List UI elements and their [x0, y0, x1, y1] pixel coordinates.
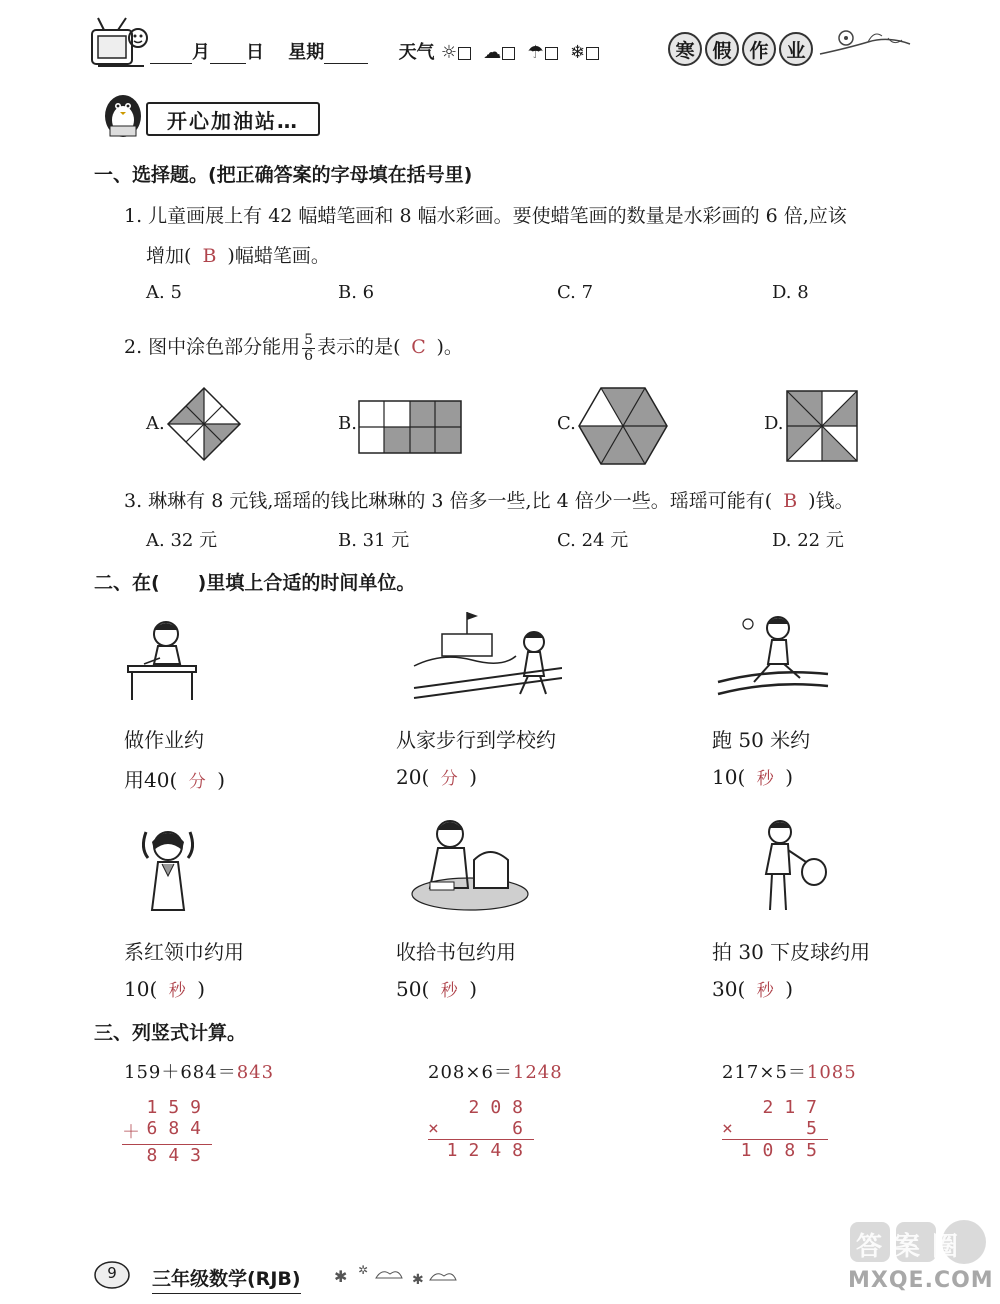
vertical-second: 684 [146, 1118, 212, 1139]
flower-vine-icon [818, 20, 912, 64]
time-unit-answer[interactable]: 秒 [756, 769, 774, 789]
q1-line1: 1. 儿童画展上有 42 幅蜡笔画和 8 幅水彩画。要使蜡笔画的数量是水彩画的 6 倍,应该 [124, 205, 847, 227]
boy-homework-illustration [124, 612, 204, 702]
rain-icon: ☂ [527, 42, 544, 63]
vertical-top: 159 [146, 1097, 212, 1118]
time-answer-line: 用40( 分 ) [124, 768, 226, 792]
vertical-operator: ＋ [122, 1122, 140, 1143]
date-line [150, 38, 599, 64]
cloud-icon: ☁ [483, 42, 502, 63]
vertical-top: 208 [468, 1097, 534, 1118]
q2-shape-square[interactable] [786, 390, 858, 462]
q3-option-b: B. 31 元 [338, 530, 410, 551]
q2-line: 2. 图中涂色部分能用 $\frac{5}{6}$ 表示的是( C )。 [124, 331, 463, 364]
boy-packing-bag-illustration [408, 808, 532, 914]
svg-text:✱: ✱ [412, 1272, 424, 1288]
footer-title: 三年级数学(RJB) [152, 1264, 301, 1294]
section2-title: 二、在( )里填上合适的时间单位。 [94, 572, 416, 594]
fraction: $\frac{5}{6}$ [304, 331, 314, 364]
time-answer-line: 10( 秒 ) [712, 765, 794, 789]
badge-char: 寒 [668, 32, 702, 66]
calc-result[interactable]: 1248 [512, 1062, 563, 1083]
q3-option-d: D. 22 元 [772, 530, 844, 551]
svg-text:✲: ✲ [358, 1263, 369, 1277]
badge-char: 业 [779, 32, 813, 66]
q2-option-c-label: C. [557, 413, 576, 434]
badge-char: 假 [705, 32, 739, 66]
boy-running-illustration [716, 606, 830, 702]
activity-label: 做作业约 [124, 728, 204, 752]
watermark-text: MXQE.COM [848, 1268, 994, 1293]
section1-title: 一、选择题。(把正确答案的字母填在括号里) [94, 164, 473, 186]
vertical-second: 5 [806, 1118, 828, 1139]
calc-expression: 159＋684＝843 [124, 1062, 275, 1083]
activity-label: 从家步行到学校约 [396, 728, 556, 752]
activity-label: 跑 50 米约 [712, 728, 811, 752]
watermark-logo-text: 答案圈 [856, 1232, 971, 1262]
q1-option-a: A. 5 [146, 282, 182, 303]
vertical-top: 217 [762, 1097, 828, 1118]
month-label: 月 [192, 42, 210, 63]
q3-option-c: C. 24 元 [557, 530, 629, 551]
snow-icon: ❄ [569, 42, 586, 63]
q1-answer[interactable]: B [202, 245, 217, 267]
time-unit-answer[interactable]: 秒 [168, 981, 186, 1001]
vertical-calc [122, 1097, 212, 1166]
time-unit-answer[interactable]: 分 [440, 769, 458, 789]
vertical-calc [722, 1097, 828, 1161]
section3-title: 三、列竖式计算。 [94, 1022, 247, 1044]
q2-option-a-label: A. [146, 413, 165, 434]
time-answer-line: 20( 分 ) [396, 765, 478, 789]
weather-checkbox[interactable] [586, 47, 599, 60]
q2-shape-hexagon[interactable] [578, 387, 668, 465]
time-answer-line: 50( 秒 ) [396, 977, 478, 1001]
vertical-answer[interactable]: 1248 [446, 1140, 534, 1161]
q2-shape-grid[interactable] [358, 400, 462, 454]
vertical-calc [428, 1097, 534, 1161]
q1-line2: 增加( B )幅蜡笔画。 [146, 245, 330, 267]
sun-icon: ☼ [440, 42, 457, 63]
weather-checkbox[interactable] [502, 47, 515, 60]
vertical-operator: × [722, 1118, 733, 1139]
snowflake-decoration-icon [332, 1260, 462, 1292]
time-unit-answer[interactable]: 秒 [440, 981, 458, 1001]
vertical-second: 6 [512, 1118, 534, 1139]
q2-option-b-label: B. [338, 413, 357, 434]
q2-answer[interactable]: C [411, 336, 426, 358]
girl-red-scarf-illustration [126, 818, 210, 914]
q2-option-d-label: D. [764, 413, 784, 434]
weather-label: 天气 [398, 42, 435, 63]
penguin-mascot-icon [98, 84, 148, 140]
q3-option-a: A. 32 元 [146, 530, 218, 551]
calc-expression: 217×5＝1085 [722, 1062, 857, 1083]
vertical-answer[interactable]: 1085 [740, 1140, 828, 1161]
badge-char: 作 [742, 32, 776, 66]
vertical-operator: × [428, 1118, 439, 1139]
activity-label: 拍 30 下皮球约用 [712, 940, 871, 964]
vertical-answer[interactable]: 843 [146, 1145, 212, 1166]
winter-homework-badge [668, 32, 816, 66]
q2-shape-diamond[interactable] [166, 386, 242, 462]
weather-checkbox[interactable] [545, 47, 558, 60]
banner-title: 开心加油站… [146, 102, 320, 136]
day-label: 日 [246, 42, 264, 63]
q1-option-c: C. 7 [557, 282, 594, 303]
weekday-label: 星期 [288, 42, 325, 63]
time-answer-line: 10( 秒 ) [124, 977, 206, 1001]
time-unit-answer[interactable]: 分 [188, 772, 206, 792]
q1-option-d: D. 8 [772, 282, 809, 303]
q1-option-b: B. 6 [338, 282, 375, 303]
boy-walking-school-illustration [412, 606, 562, 702]
weather-checkbox[interactable] [458, 47, 471, 60]
calc-result[interactable]: 843 [236, 1062, 275, 1083]
page-number: 9 [107, 1264, 117, 1282]
calc-result[interactable]: 1085 [806, 1062, 857, 1083]
tv-mascot-icon [88, 14, 150, 72]
svg-text:✱: ✱ [334, 1267, 348, 1286]
q3-line: 3. 琳琳有 8 元钱,瑶瑶的钱比琳琳的 3 倍多一些,比 4 倍少一些。瑶瑶可能有( B )钱。 [124, 490, 854, 512]
q3-answer[interactable]: B [783, 490, 798, 512]
time-unit-answer[interactable]: 秒 [756, 981, 774, 1001]
time-answer-line: 30( 秒 ) [712, 977, 794, 1001]
calc-expression: 208×6＝1248 [428, 1062, 563, 1083]
activity-label: 收拾书包约用 [396, 940, 516, 964]
boy-bouncing-ball-illustration [740, 814, 830, 914]
activity-label: 系红领巾约用 [124, 940, 244, 964]
